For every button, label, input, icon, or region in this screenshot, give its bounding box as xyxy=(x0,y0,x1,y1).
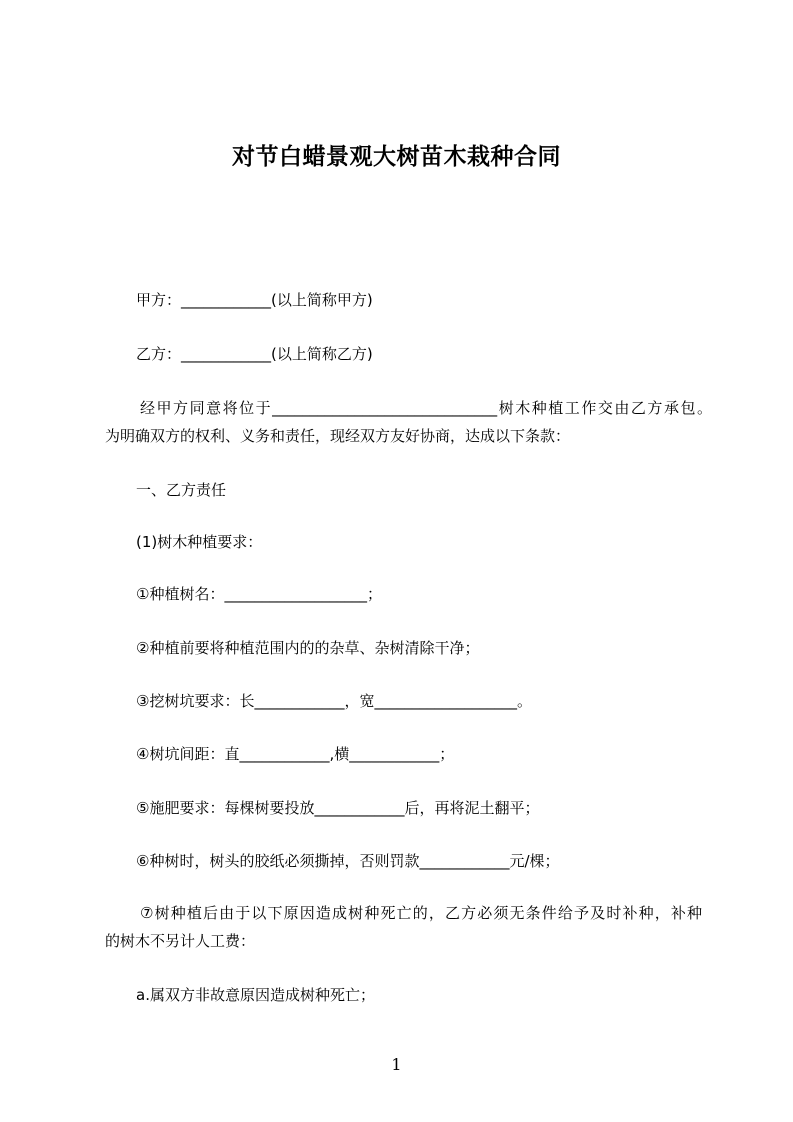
intro-line-1: 经甲方同意将位于______________________________树木种植工作交由乙方承包。 xyxy=(140,399,712,417)
page-number: 1 xyxy=(391,1055,402,1074)
section-heading: 一、乙方责任 xyxy=(136,481,227,499)
intro-line-2: 为明确双方的权利、义务和责任，现经双方友好协商，达成以下条款： xyxy=(105,427,571,445)
requirement-item-7-line-1: ⑦树种植后由于以下原因造成树种死亡的，乙方必须无条件给予及时补种，补种 xyxy=(140,904,702,922)
requirement-item-1: ①种植树名：___________________； xyxy=(136,585,382,603)
party-a-line: 甲方：____________(以上简称甲方) xyxy=(136,291,373,309)
requirement-item-5: ⑤施肥要求：每棵树要投放____________后，再将泥土翻平； xyxy=(136,799,540,817)
requirement-item-3: ③挖树坑要求：长____________，宽___________________。 xyxy=(136,692,532,710)
requirement-item-4: ④树坑间距：直____________,横____________； xyxy=(136,745,455,763)
document-title: 对节白蜡景观大树苗木栽种合同 xyxy=(232,144,561,170)
subsection-heading: (1)树木种植要求： xyxy=(136,533,263,551)
requirement-item-2: ②种植前要将种植范围内的的杂草、杂树清除干净； xyxy=(136,639,480,657)
party-b-line: 乙方：____________(以上简称乙方) xyxy=(136,345,373,363)
requirement-item-7-line-2: 的树木不另计人工费： xyxy=(105,932,256,950)
requirement-item-6: ⑥种树时，树头的胶纸必须撕掉，否则罚款____________元/棵； xyxy=(136,852,560,870)
sub-item-a: a.属双方非故意原因造成树种死亡； xyxy=(136,986,375,1004)
